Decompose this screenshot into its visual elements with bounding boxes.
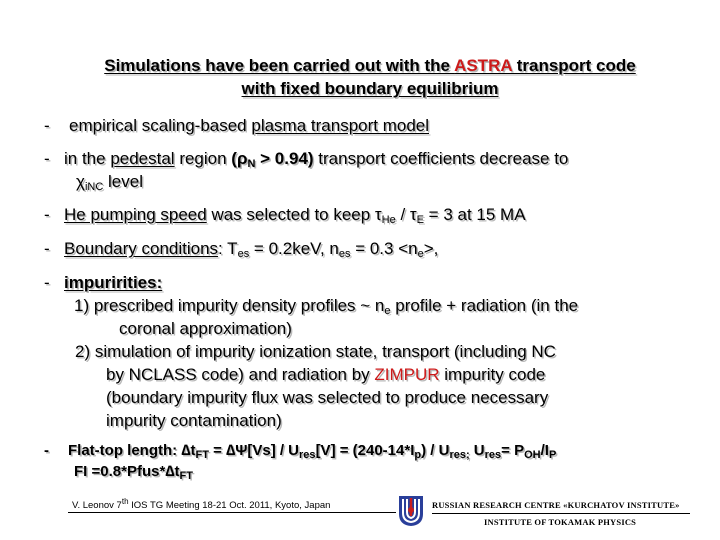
zimpur-highlight: ZIMPUR bbox=[374, 365, 440, 384]
bullet-impurities: - impuririties: 1) prescribed impurity density profiles ~ $n_e$ profile + radiation (in the coronal approximation) 2) simulation of impurity ionization state, transport (including NC by NCLASS code) and radiation by ZIMPUR impurity code (boundary impurity flux was selected to produce necessary impurity contamination) bbox=[44, 273, 579, 430]
org-name: RUSSIAN RESEARCH CENTRE «KURCHATOV INSTITUTE» bbox=[432, 500, 680, 510]
slide-title bbox=[40, 54, 700, 100]
footer-author: V. Leonov 7th IOS TG Meeting 18-21 Oct. 2011, Kyoto, Japan bbox=[72, 496, 331, 511]
title-line-2: with fixed boundary equilibrium bbox=[241, 79, 499, 98]
bullet-boundary-conditions: - Boundary conditions: $T_{es} = 0.2keV$, $n_{es} = 0.3 <n_e>$, bbox=[44, 239, 439, 260]
bullet-transport-model: - empirical scaling-based plasma transport model bbox=[44, 116, 430, 135]
bullet-he-pumping: - He pumping speed was selected to keep $\tau_{He} / \tau_E = 3$ at 15 MA bbox=[44, 205, 526, 226]
bullet-flat-top: - Flat-top length: $\Delta t_{FT} = \Delta\Psi[Vs] / U_{res}[V] = (240-14*I_p) / U_{res;}$ $U_{res}= P_{OH}/I_P$ FI $=0.8*Pfus*\Delta t_{FT}$ bbox=[44, 442, 557, 482]
footer-divider bbox=[68, 512, 396, 513]
plasma-transport-model: plasma transport model bbox=[251, 116, 430, 135]
org-divider bbox=[432, 513, 690, 514]
bullet-pedestal: - in the pedestal region $(\rho_N > 0.94)$ transport coefficients decrease to $\chi_{iNC}$ level bbox=[44, 149, 569, 193]
astra-highlight: ASTRA bbox=[454, 56, 512, 75]
org-department: INSTITUTE OF TOKAMAK PHYSICS bbox=[484, 517, 637, 527]
title-line-1: Simulations have been carried out with the ASTRA transport code bbox=[104, 56, 636, 75]
kurchatov-logo-icon bbox=[396, 494, 426, 528]
